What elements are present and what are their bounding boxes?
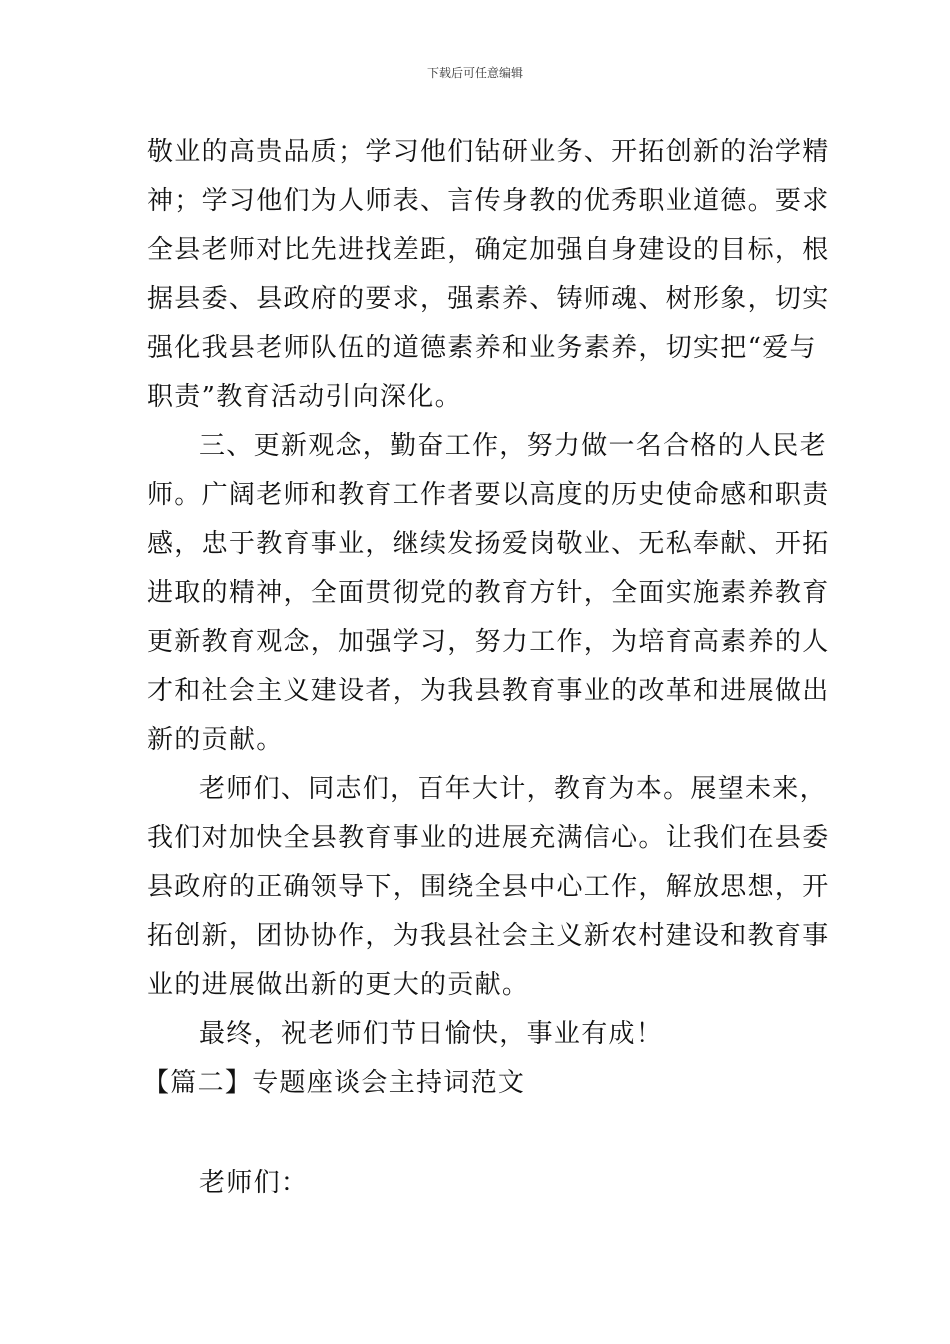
text-line: 业的进展做出新的更大的贡献。 xyxy=(147,970,530,1000)
text-line: 新的贡献。 xyxy=(147,725,284,755)
text-line: 县政府的正确领导下，围绕全县中心工作，解放思想，开 xyxy=(147,872,830,902)
closing-line: 最终，祝老师们节日愉快，事业有成！ xyxy=(199,1019,664,1049)
paragraph-start-line: 三、更新观念，勤奋工作，努力做一名合格的人民老 xyxy=(199,431,827,461)
text-line: 师。广阔老师和教育工作者要以高度的历史使命感和职责 xyxy=(147,480,830,510)
text-line: 我们对加快全县教育事业的进展充满信心。让我们在县委 xyxy=(147,823,830,853)
text-line: 神；学习他们为人师表、言传身教的优秀职业道德。要求 xyxy=(147,186,830,216)
text-line: 敬业的高贵品质；学习他们钻研业务、开拓创新的治学精 xyxy=(147,137,830,167)
paragraph-start-line: 老师们、同志们，百年大计，教育为本。展望未来， xyxy=(199,774,827,804)
text-line: 更新教育观念，加强学习，努力工作，为培育高素养的人 xyxy=(147,627,830,657)
text-line: 据县委、县政府的要求，强素养、铸师魂、树形象，切实 xyxy=(147,284,830,314)
text-line: 感，忠于教育事业，继续发扬爱岗敬业、无私奉献、开拓 xyxy=(147,529,830,559)
text-line: 强化我县老师队伍的道德素养和业务素养，切实把“爱与 xyxy=(147,333,817,363)
section-heading: 【篇二】专题座谈会主持词范文 xyxy=(143,1068,526,1098)
text-line: 全县老师对比先进找差距，确定加强自身建设的目标，根 xyxy=(147,235,830,265)
text-line: 拓创新，团协协作，为我县社会主义新农村建设和教育事 xyxy=(147,921,830,951)
blank-gap xyxy=(147,1108,811,1159)
document-body xyxy=(143,128,830,1208)
page-header-note: 下载后可任意编辑 xyxy=(426,66,523,80)
text-line: 进取的精神，全面贯彻党的教育方针，全面实施素养教育 xyxy=(147,578,830,608)
text-line: 职责”教育活动引向深化。 xyxy=(147,382,462,412)
salutation-line: 老师们： xyxy=(199,1168,309,1198)
text-line: 才和社会主义建设者，为我县教育事业的改革和进展做出 xyxy=(147,676,830,706)
